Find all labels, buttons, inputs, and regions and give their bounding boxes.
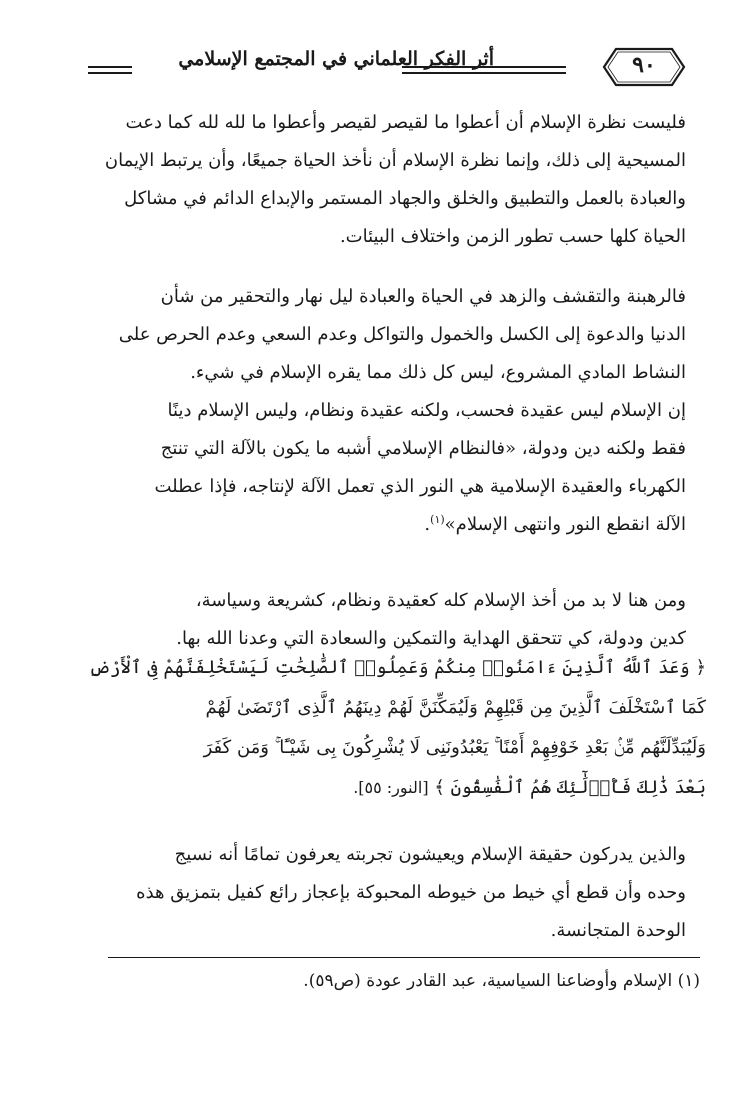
text-line: كدين ودولة، كي تتحقق الهداية والتمكين والسعادة التي وعدنا الله بها. — [176, 628, 686, 649]
paragraph-4 — [48, 582, 706, 658]
text-line — [48, 506, 706, 544]
text-line: الكهرباء والعقيدة الإسلامية هي النور الذي تعمل الآلة لإنتاجه، فإذا عطلت — [154, 476, 686, 497]
text-line: الحياة كلها حسب تطور الزمن واختلاف البيئات. — [339, 226, 686, 247]
header-rule-left — [88, 66, 132, 74]
paragraph-1 — [48, 104, 706, 256]
text-line: والعبادة بالعمل والتطبيق والخلق والجهاد المستمر والإبداع الدائم في مشاكل — [124, 188, 686, 209]
text-line: الدنيا والدعوة إلى الكسل والخمول والتواكل وعدم السعي وعدم الحرص على — [118, 324, 686, 345]
verse-line: ﴿ وَعَدَ ٱللَّهُ ٱلَّذِينَ ءَامَنُوا۟ مِنكُمْ وَعَمِلُوا۟ ٱلصَّٰلِحَٰتِ لَيَسْتَخْلِفَنَّهُمْ فِى ٱلْأَرْضِ — [88, 657, 706, 678]
footnote-divider — [108, 957, 700, 958]
text-line: والذين يدركون حقيقة الإسلام ويعيشون تجربته يعرفون تمامًا أنه نسيج — [174, 844, 686, 865]
sentence-end: . — [424, 514, 431, 535]
verse-end-text: بَعْدَ ذَٰلِكَ فَأُو۟لَٰٓئِكَ هُمُ ٱلْفَٰسِقُونَ ﴾ — [434, 777, 706, 798]
footnote-reference[interactable]: (١) — [430, 513, 445, 526]
text-line: ومن هنا لا بد من أخذ الإسلام كله كعقيدة ونظام، كشريعة وسياسة، — [195, 590, 686, 611]
verse-line — [48, 768, 706, 808]
text-line: فليست نظرة الإسلام أن أعطوا ما لقيصر لقيصر وأعطوا ما لله لله كما دعت — [125, 112, 686, 133]
text-line: فالرهبنة والتقشف والزهد في الحياة والعبادة ليل نهار والتحقير من شأن — [160, 286, 686, 307]
page-header — [84, 44, 676, 100]
quote-end-text: الآلة انقطع النور وانتهى الإسلام» — [444, 514, 686, 535]
page-number-badge — [602, 46, 686, 88]
paragraph-5 — [48, 836, 706, 950]
text-line: النشاط المادي المشروع، ليس كل ذلك مما يقره الإسلام في شيء. — [190, 362, 686, 383]
verse-line: وَلَيُبَدِّلَنَّهُم مِّنۢ بَعْدِ خَوْفِهِمْ أَمْنًا ۚ يَعْبُدُونَنِى لَا يُشْرِكُونَ بِى شَيْـًٔا ۚ وَمَن كَفَرَ — [203, 737, 706, 758]
text-line: إن الإسلام ليس عقيدة فحسب، ولكنه عقيدة ونظام، وليس الإسلام دينًا — [167, 400, 686, 421]
text-line: الوحدة المتجانسة. — [550, 920, 686, 941]
quran-verse — [48, 648, 706, 808]
text-line: المسيحية إلى ذلك، وإنما نظرة الإسلام أن نأخذ الحياة جميعًا، وأن يرتبط الإيمان — [104, 150, 686, 171]
page-number: ٩٠ — [632, 52, 656, 78]
footnote: (١) الإسلام وأوضاعنا السياسية، عبد القادر عودة (ص٥٩). — [303, 971, 700, 991]
verse-line: كَمَا ٱسْتَخْلَفَ ٱلَّذِينَ مِن قَبْلِهِمْ وَلَيُمَكِّنَنَّ لَهُمْ دِينَهُمُ ٱلَّذِى ٱرْتَضَىٰ لَهُمْ — [205, 697, 706, 718]
text-line: وحده وأن قطع أي خيط من خيوطه المحبوكة بإعجاز رائع كفيل بتمزيق هذه — [136, 882, 686, 903]
surah-reference: [النور: ٥٥]. — [353, 778, 429, 797]
text-line: فقط ولكنه دين ودولة، «فالنظام الإسلامي أشبه ما يكون بالآلة التي تنتج — [160, 438, 686, 459]
paragraph-2 — [48, 278, 706, 392]
running-title: أثر الفكر العلماني في المجتمع الإسلامي — [178, 48, 494, 70]
paragraph-3 — [48, 392, 706, 544]
